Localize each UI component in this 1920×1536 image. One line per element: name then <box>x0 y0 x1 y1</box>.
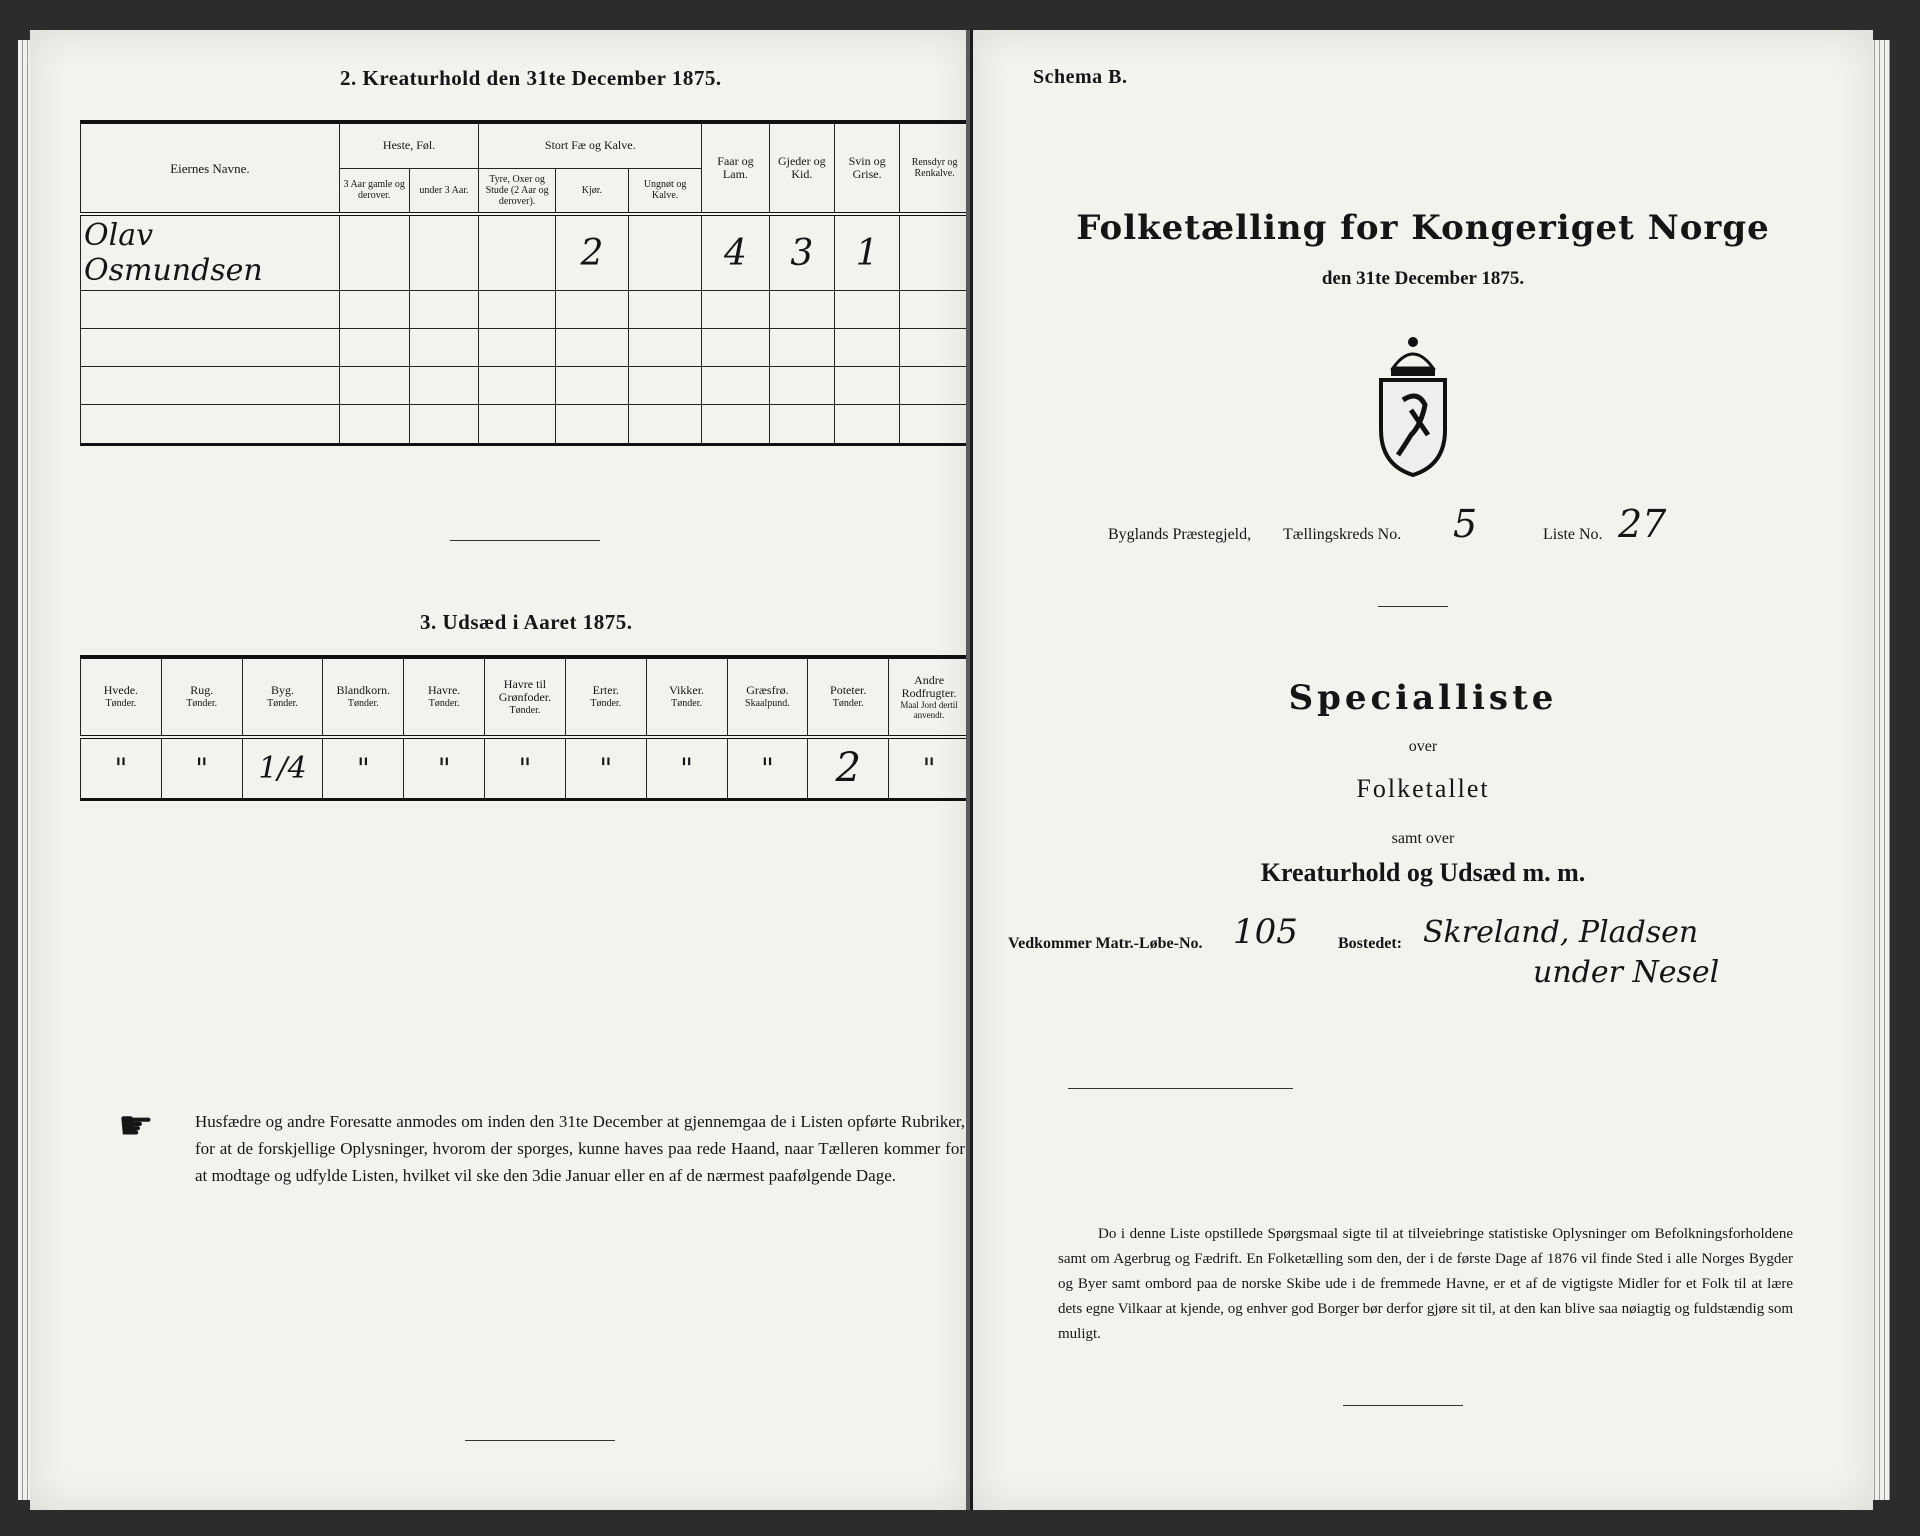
list-label: Liste No. <box>1543 526 1603 543</box>
seed-value-5: " <box>485 737 566 799</box>
samt-over-text: samt over <box>1391 830 1455 847</box>
seed-header-10: Andre Rodfrugter. Maal Jord dertil anvendt. <box>889 657 970 737</box>
census-date: den 31te December 1875. <box>1321 268 1525 289</box>
goats-header: Gjeder og Kid. <box>769 122 834 214</box>
sheep-cell: 4 <box>702 214 770 291</box>
seed-header-8: Græsfrø. Skaalpund. <box>727 657 808 737</box>
seed-header-7: Vikker. Tønder. <box>646 657 727 737</box>
district-label: Tællingskreds No. <box>1283 526 1402 543</box>
divider <box>465 1440 615 1441</box>
folketallet-text: Folketallet <box>1356 774 1490 803</box>
census-title: Folketælling for Kongeriget Norge <box>1076 208 1770 248</box>
owner-header: Eiernes Navne. <box>81 122 340 214</box>
divider <box>1378 606 1448 607</box>
reindeer-header: Rensdyr og Renkalve. <box>900 122 970 214</box>
section2-title: 2. Kreaturhold den 31te December 1875. <box>340 66 722 90</box>
horses-young-header: under 3 Aar. <box>409 168 479 214</box>
seed-value-9: 2 <box>808 737 889 799</box>
horses-old-header: 3 Aar gamle og derover. <box>339 168 409 214</box>
seed-header-5: Havre til Grønfoder. Tønder. <box>485 657 566 737</box>
seed-header-4: Havre. Tønder. <box>404 657 485 737</box>
table-cell <box>479 214 556 291</box>
seed-table <box>80 655 970 801</box>
seed-value-7: " <box>646 737 727 799</box>
cows-cell: 2 <box>555 214 628 291</box>
seed-value-0: " <box>81 737 162 799</box>
bostedet-value-1: Skreland, Pladsen <box>1423 915 1699 950</box>
divider <box>1068 1088 1293 1089</box>
right-page <box>970 30 1873 1510</box>
divider <box>1343 1405 1463 1406</box>
seed-value-6: " <box>565 737 646 799</box>
matr-label: Vedkommer Matr.-Løbe-No. <box>1008 935 1203 952</box>
district-value: 5 <box>1453 502 1478 546</box>
seed-value-3: " <box>323 737 404 799</box>
seed-value-8: " <box>727 737 808 799</box>
pointing-hand-icon: ☛ <box>118 1103 154 1148</box>
pigs-header: Svin og Grise. <box>834 122 899 214</box>
horses-header: Heste, Føl. <box>339 122 479 168</box>
cattle-header: Stort Fæ og Kalve. <box>479 122 702 168</box>
pigs-cell: 1 <box>834 214 899 291</box>
bostedet-value-2: under Nesel <box>1533 955 1720 990</box>
page-edge-right <box>1870 40 1890 1500</box>
cows-header: Kjør. <box>555 168 628 214</box>
table-row <box>81 367 970 405</box>
seed-value-2: 1/4 <box>242 737 323 799</box>
goats-cell: 3 <box>769 214 834 291</box>
table-row <box>81 214 970 291</box>
seed-value-1: " <box>161 737 242 799</box>
table-row <box>81 329 970 367</box>
kreaturhold-text: Kreaturhold og Udsæd m. m. <box>1260 858 1586 887</box>
seed-header-1: Rug. Tønder. <box>161 657 242 737</box>
table-cell <box>339 214 409 291</box>
table-cell <box>629 214 702 291</box>
seed-header-0: Hvede. Tønder. <box>81 657 162 737</box>
table-row <box>81 291 970 329</box>
seed-header-6: Erter. Tønder. <box>565 657 646 737</box>
notice-text: Husfædre og andre Foresatte anmodes om inden den 31te December at gjennemgaa de i Listen opførte Rubriker, for at de forskjellige Oplysninger, hvorom der sporges, kunne haves paa rede Haand, naar Tælleren kommer for at modtage og udfylde Listen, hvilket vil ske den 3die Januar eller en af de nærmest paafølgende Dage. <box>195 1112 965 1185</box>
table-row <box>81 405 970 445</box>
info-paragraph: Do i denne Liste opstillede Spørgsmaal sigte til at tilveiebringe statistiske Oplysninger om Befolkningsforholdene samt om Agerbrug og Fædrift. En Folketælling som den, der i de første Dage af 1876 vil finde Sted i alle Norges Bygder og Byer samt ombord paa de norske Skibe ude i de fremmede Havne, er et af de vigtigste Midler for et Folk til at lære dets egne Vilkaar at kjende, og enhver god Borger bør derfor gjøre sit til, at den kan blive saa nøiagtig og fuldstændig som muligt. <box>1058 1226 1793 1342</box>
matr-value: 105 <box>1233 912 1298 952</box>
livestock-table <box>80 120 970 446</box>
seed-header-3: Blandkorn. Tønder. <box>323 657 404 737</box>
left-page <box>30 30 970 1510</box>
table-row <box>81 737 970 799</box>
owner-name-cell: Olav Osmundsen <box>81 214 340 291</box>
coat-of-arms-icon <box>1363 330 1463 480</box>
seed-value-4: " <box>404 737 485 799</box>
seed-header-2: Byg. Tønder. <box>242 657 323 737</box>
parish-label: Byglands Præstegjeld, <box>1108 526 1252 543</box>
bulls-header: Tyre, Oxer og Stude (2 Aar og derover). <box>479 168 556 214</box>
young-cattle-header: Ungnøt og Kalve. <box>629 168 702 214</box>
sheep-header: Faar og Lam. <box>702 122 770 214</box>
seed-value-10: " <box>889 737 970 799</box>
seed-header-9: Poteter. Tønder. <box>808 657 889 737</box>
table-cell <box>900 214 970 291</box>
list-value: 27 <box>1618 502 1667 546</box>
special-list-title: Specialliste <box>1288 678 1558 718</box>
over-text: over <box>1408 738 1438 755</box>
table-cell <box>409 214 479 291</box>
section3-title: 3. Udsæd i Aaret 1875. <box>420 610 633 634</box>
bostedet-label: Bostedet: <box>1338 935 1402 952</box>
divider <box>450 540 600 541</box>
schema-label: Schema B. <box>1033 66 1128 88</box>
